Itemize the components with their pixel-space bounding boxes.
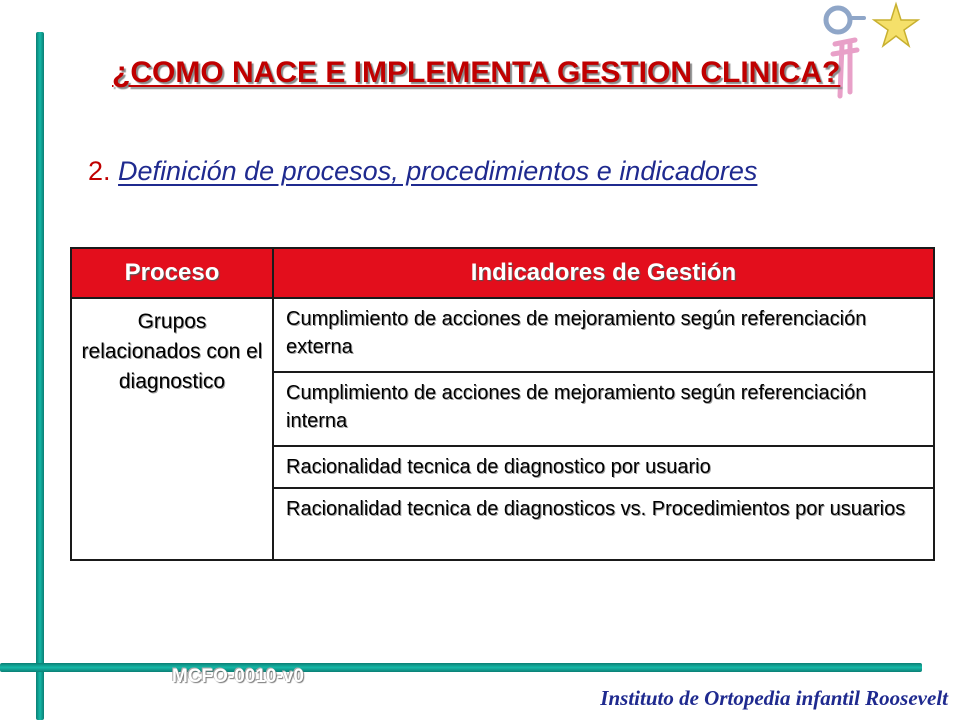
indicators-table-container (70, 247, 935, 561)
institute-name: Instituto de Ortopedia infantil Roosevelt (600, 686, 948, 710)
header-process: Proceso (71, 248, 273, 298)
left-accent-bar (36, 32, 44, 720)
table-row (71, 298, 934, 372)
document-code: MCFO-0010-v0 (172, 666, 304, 687)
section-number: 2. (88, 156, 111, 186)
indicator-cell: Cumplimiento de acciones de mejoramiento según referenciación externa (273, 298, 934, 372)
indicator-cell: Cumplimiento de acciones de mejoramiento según referenciación interna (273, 372, 934, 446)
header-indicators: Indicadores de Gestión (273, 248, 934, 298)
section-heading (88, 156, 928, 187)
table-header-row (71, 248, 934, 298)
section-title: Definición de procesos, procedimientos e indicadores (118, 156, 758, 186)
slide-title: ¿COMO NACE E IMPLEMENTA GESTION CLINICA? (112, 56, 841, 89)
indicators-table (70, 247, 935, 561)
process-cell: Grupos relacionados con el diagnostico (71, 298, 273, 560)
bottom-accent-bar (0, 663, 922, 672)
indicator-cell: Racionalidad tecnica de diagnosticos vs. Procedimientos por usuarios (273, 488, 934, 560)
indicator-cell: Racionalidad tecnica de diagnostico por usuario (273, 446, 934, 488)
